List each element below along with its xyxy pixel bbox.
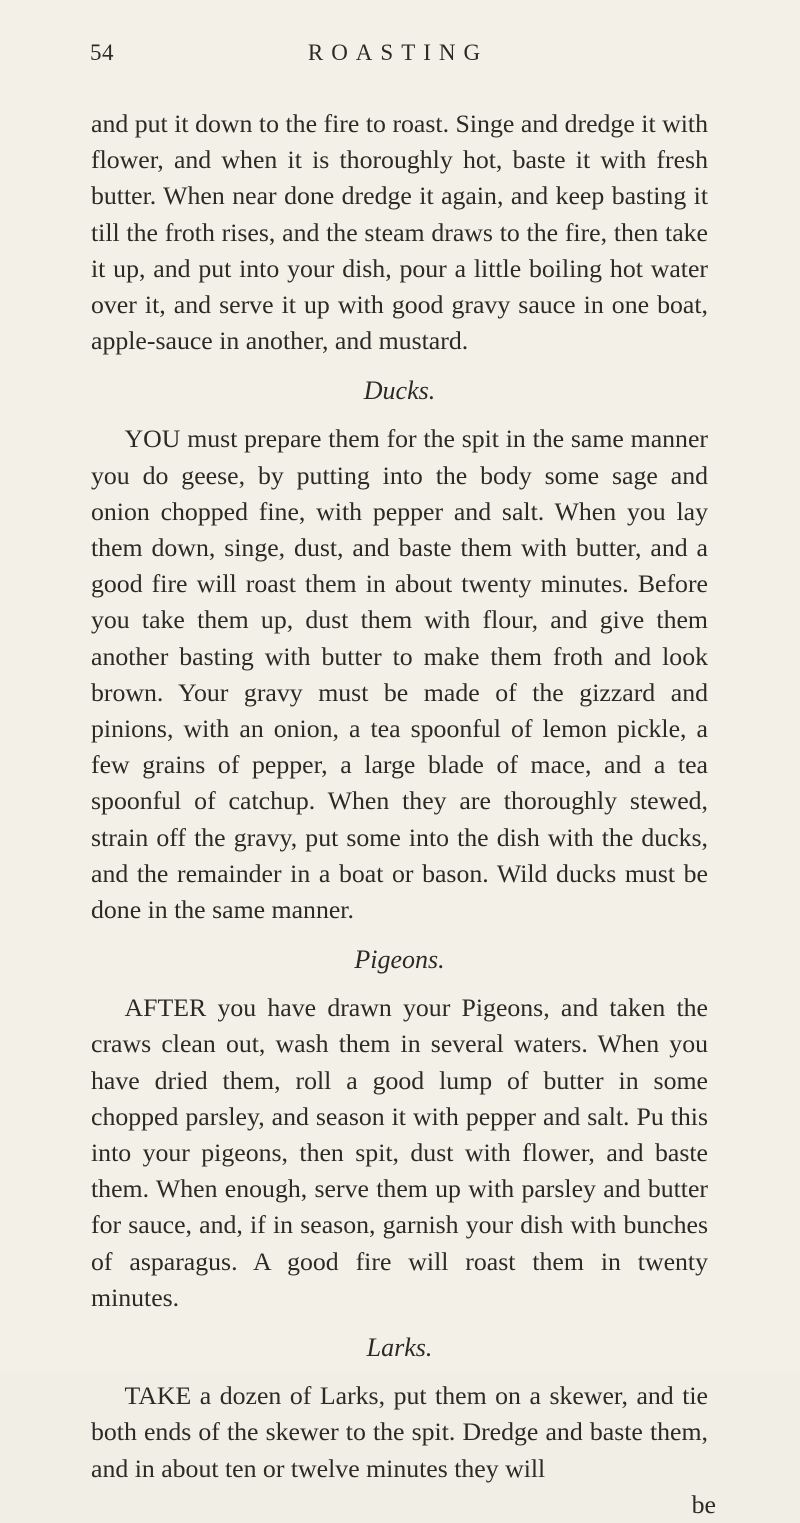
catchword: be bbox=[691, 1489, 716, 1519]
continued-paragraph: and put it down to the fire to roast. Singe and dredge it with flower, and when it is thoroughly hot, baste it with fresh butter. When near done dredge it again, and keep basting it till the froth rises, and the steam draws to the fire, then take it up, and put into your dish, pour a little boiling hot water over it, and serve it up with good gravy sauce in one boat, apple-sauce in another, and mustard. bbox=[91, 109, 708, 356]
pigeons-paragraph: AFTER you have drawn your Pigeons, and taken the craws clean out, wash them in several waters. When you have dried them, roll a good lump of butter in some chopped parsley, and season it with pepper and salt. Pu this into your pigeons, then spit, dust with flower, and baste them. When enough, serve them up with parsley and butter for sauce, and, if in season, garnish your dish with bunches of asparagus. A good fire will roast them in twenty minutes. bbox=[91, 993, 708, 1312]
page-header bbox=[90, 40, 706, 80]
section-heading-larks: Larks. bbox=[366, 1333, 433, 1363]
page-body bbox=[91, 106, 716, 1523]
running-head: ROASTING bbox=[307, 40, 489, 65]
section-heading-pigeons: Pigeons. bbox=[354, 945, 445, 975]
page-number: 54 bbox=[90, 40, 114, 65]
larks-paragraph: TAKE a dozen of Larks, put them on a skewer, and tie both ends of the skewer to the spit. Dredge and baste them, and in about ten or twelve minutes they will bbox=[91, 1381, 708, 1483]
ducks-paragraph: YOU must prepare them for the spit in the same manner you do geese, by putting into the body some sage and onion chopped fine, with pepper and salt. When you lay them down, singe, dust, and baste them with butter, and a good fire will roast them in about twenty minutes. Before you take them up, dust them with flour, and give them another basting with butter to make them froth and look brown. Your gravy must be made of the gizzard and pinions, with an onion, a tea spoonful of lemon pickle, a few grains of pepper, a large blade of mace, and a tea spoonful of catchup. When they are thoroughly stewed, strain off the gravy, put some into the dish with the ducks, and the remainder in a boat or bason. Wild ducks must be done in the same manner. bbox=[91, 424, 708, 925]
section-heading-ducks: Ducks. bbox=[363, 376, 436, 406]
